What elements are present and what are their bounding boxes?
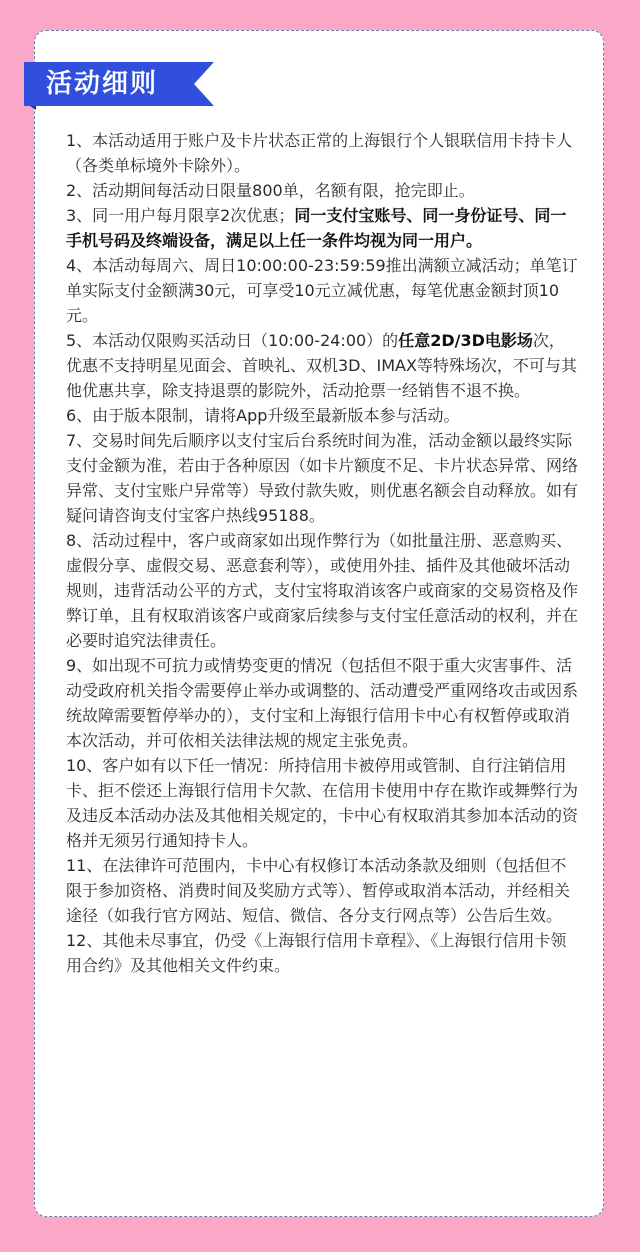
rule-text: 1、本活动适用于账户及卡片状态正常的上海银行个人银联信用卡持卡人（各类单标境外卡除外）。: [66, 131, 573, 175]
rule-item: [66, 178, 580, 203]
rule-item: [66, 928, 580, 978]
rule-text: 7、交易时间先后顺序以支付宝后台系统时间为准，活动金额以最终实际支付金额为准，若由于各种原因（如卡片额度不足、卡片状态异常、网络异常、支付宝账户异常等）导致付款失败，则优惠名额会自动释放。如有疑问请咨询支付宝客户热线95188。: [66, 431, 579, 525]
rule-text: 2、活动期间每活动日限量800单，名额有限，抢完即止。: [66, 181, 475, 200]
rule-item: [66, 403, 580, 428]
rule-item: [66, 853, 580, 928]
rules-list: [66, 128, 580, 978]
section-title: 活动细则: [46, 69, 159, 99]
rule-item: [66, 253, 580, 328]
rule-item: [66, 753, 580, 853]
rule-text: 3、同一用户每月限享2次优惠；: [66, 206, 295, 225]
rule-text: 5、本活动仅限购买活动日（10:00-24:00）的: [66, 331, 399, 350]
rule-text-emphasis: 同一支付宝账号、同一身份证号、同一手机号码及终端设备，满足以上任一条件均视为同一用户。: [66, 206, 567, 250]
rule-item: [66, 428, 580, 528]
rule-text: 12、其他未尽事宜，仍受《上海银行信用卡章程》、《上海银行信用卡领用合约》及其他相关文件约束。: [66, 931, 567, 975]
rule-item: [66, 203, 580, 253]
rule-text: 10、客户如有以下任一情况：所持信用卡被停用或管制、自行注销信用卡、拒不偿还上海银行信用卡欠款、在信用卡使用中存在欺诈或舞弊行为及违反本活动办法及其他相关规定的，卡中心有权取消其参加本活动的资格并无须另行通知持卡人。: [66, 756, 579, 850]
rule-item: [66, 328, 580, 403]
rule-text-emphasis: 任意2D/3D电影场: [398, 331, 533, 350]
rule-item: [66, 128, 580, 178]
rule-text: 4、本活动每周六、周日10:00:00-23:59:59推出满额立减活动；单笔订单实际支付金额满30元，可享受10元立减优惠，每笔优惠金额封顶10元。: [66, 256, 578, 325]
section-title-banner: [24, 62, 214, 110]
rule-text: 11、在法律许可范围内，卡中心有权修订本活动条款及细则（包括但不限于参加资格、消费时间及奖励方式等）、暂停或取消本活动，并经相关途径（如我行官方网站、短信、微信、各分支行网点等）公告后生效。: [66, 856, 571, 925]
rule-item: [66, 528, 580, 653]
rule-item: [66, 653, 580, 753]
rule-text: 9、如出现不可抗力或情势变更的情况（包括但不限于重大灾害事件、活动受政府机关指令需要停止举办或调整的、活动遭受严重网络攻击或因系统故障需要暂停举办的），支付宝和上海银行信用卡中心有权暂停或取消本次活动，并可依相关法律法规的规定主张免责。: [66, 656, 579, 750]
rule-text: 次，优惠不支持明星见面会、首映礼、双机3D、IMAX等特殊场次，不可与其他优惠共享，除支持退票的影院外，活动抢票一经销售不退不换。: [66, 331, 577, 400]
rule-text: 6、由于版本限制，请将App升级至最新版本参与活动。: [66, 406, 460, 425]
rule-text: 8、活动过程中，客户或商家如出现作弊行为（如批量注册、恶意购买、虚假分享、虚假交易、恶意套利等），或使用外挂、插件及其他破坏活动规则，违背活动公平的方式，支付宝将取消该客户或商家的交易资格及作弊订单，且有权取消该客户或商家后续参与支付宝任意活动的权利，并在必要时追究法律责任。: [66, 531, 579, 650]
